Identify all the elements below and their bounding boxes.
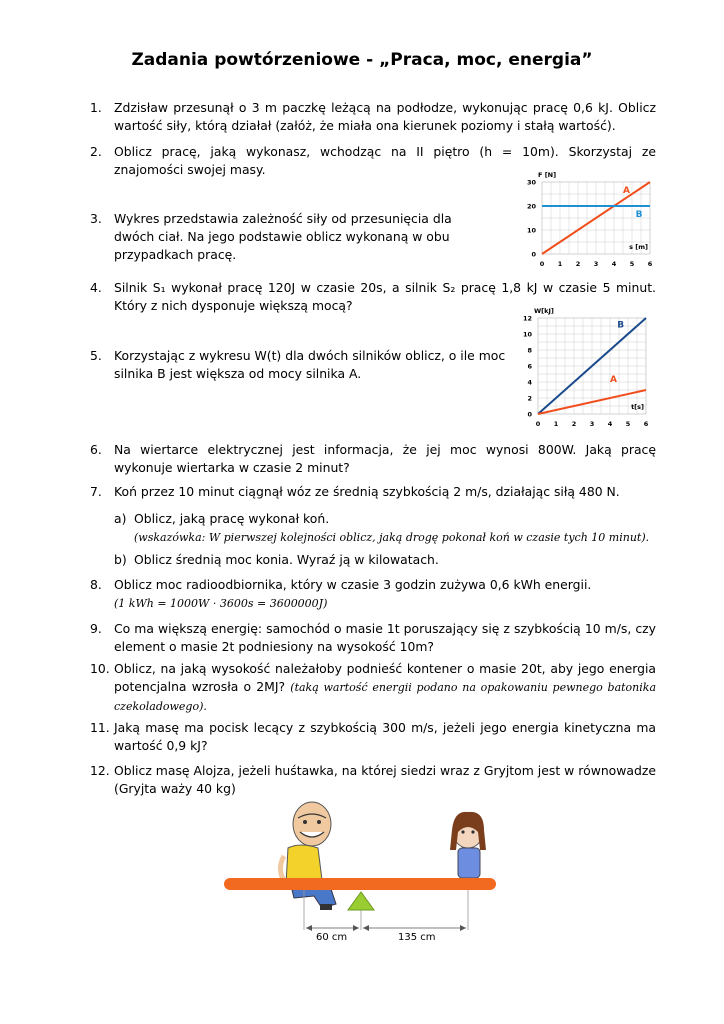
alojz-figure: [280, 802, 336, 910]
task-12: [90, 762, 656, 798]
task-6: [90, 441, 656, 477]
x-tick-label: 0: [535, 420, 541, 428]
x-tick-label: 1: [557, 260, 563, 268]
y-tick-label: 10: [522, 330, 532, 339]
task-text: Oblicz, na jaką wysokość należałoby podnieść kontener o masie 20t, aby jego energia potencjalna wzrosła o 2MJ?: [114, 661, 656, 694]
subtask-letter: a): [114, 511, 127, 526]
y-tick-label: 0: [527, 410, 532, 419]
task-10: [90, 660, 656, 714]
task-number: 5.: [90, 348, 102, 363]
task-3: [90, 210, 500, 262]
y-tick-label: 12: [522, 314, 532, 323]
task-number: 7.: [90, 484, 102, 499]
x-axis-label: t[s]: [631, 403, 644, 411]
task-body: [114, 576, 656, 613]
task-text: Oblicz masę Alojza, jeżeli huśtawka, na której siedzi wraz z Gryjtom jest w równowadze (Gryjta waży 40 kg): [114, 763, 656, 796]
task-number: 11.: [90, 720, 110, 735]
x-tick-label: 5: [625, 420, 631, 428]
task-1: [90, 99, 656, 135]
right-distance-label: 135 cm: [398, 932, 436, 943]
task-hint: (1 kWh = 1000W · 3600s = 3600000J): [114, 597, 328, 610]
task-number: 1.: [90, 100, 102, 115]
y-axis-label: W[kJ]: [534, 307, 554, 315]
x-tick-label: 6: [643, 420, 649, 428]
x-tick-label: 5: [629, 260, 635, 268]
seesaw-beam: [224, 878, 496, 890]
task-number: 10.: [90, 661, 110, 676]
y-tick-label: 6: [527, 362, 532, 371]
x-tick-label: 1: [553, 420, 559, 428]
task-8: [90, 576, 656, 612]
task-5: [90, 347, 520, 383]
x-tick-label: 4: [607, 420, 613, 428]
x-axis-label: s [m]: [629, 243, 648, 251]
subtask-body: [134, 510, 654, 547]
y-tick-label: 20: [526, 202, 536, 211]
task-hint: (taką wartość energii podano na opakowaniu pewnego batonika czekoladowego).: [114, 681, 656, 713]
seesaw-illustration: [200, 800, 520, 950]
x-tick-label: 3: [589, 420, 595, 428]
x-tick-label: 6: [647, 260, 653, 268]
x-tick-label: 4: [611, 260, 617, 268]
y-tick-label: 10: [526, 226, 536, 235]
task-11: [90, 719, 656, 755]
task-text: Korzystając z wykresu W(t) dla dwóch silników oblicz, o ile moc silnika B jest większa od mocy silnika A.: [114, 348, 506, 381]
task-text: Zdzisław przesunął o 3 m paczkę leżącą na podłodze, wykonując pracę 0,6 kJ. Oblicz wartość siły, którą działał (załóż, że miała ona kierunek poziomy i stałą wartość).: [114, 100, 656, 133]
left-distance-label: 60 cm: [316, 932, 348, 943]
task-number: 9.: [90, 621, 102, 636]
task-body: [114, 660, 656, 716]
task-number: 12.: [90, 763, 110, 778]
gryjta-figure: [450, 812, 486, 888]
subtask-text: Oblicz, jaką pracę wykonał koń.: [134, 511, 330, 526]
y-axis-label: F [N]: [538, 172, 557, 179]
task-text: Silnik S₁ wykonał pracę 120J w czasie 20s, a silnik S₂ pracę 1,8 kJ w czasie 5 minut. Który z nich dysponuje większą mocą?: [114, 280, 656, 313]
task-number: 8.: [90, 577, 102, 592]
task-number: 2.: [90, 144, 102, 159]
subtask-hint: (wskazówka: W pierwszej kolejności oblicz, jaką drogę pokonał koń w czasie tych 10 minut).: [134, 531, 650, 544]
task-text: Wykres przedstawia zależność siły od przesunięcia dla dwóch ciał. Na jego podstawie oblicz wykonaną w obu przypadkach pracę.: [114, 211, 452, 262]
task-text: Koń przez 10 minut ciągnął wóz ze średnią szybkością 2 m/s, działając siłą 480 N.: [114, 484, 620, 499]
task-text: Co ma większą energię: samochód o masie 1t poruszający się z szybkością 10 m/s, czy element o masie 2t podniesiony na wysokość 10m?: [114, 621, 656, 654]
subtask-letter: b): [114, 552, 127, 567]
task-7: [90, 483, 656, 501]
x-tick-label: 2: [575, 260, 581, 268]
task-number: 6.: [90, 442, 102, 457]
task-number: 4.: [90, 280, 102, 295]
x-tick-label: 3: [593, 260, 599, 268]
y-tick-label: 8: [527, 346, 532, 355]
series-label-a: A: [623, 185, 630, 196]
task-text: Oblicz moc radioodbiornika, który w czasie 3 godzin zużywa 0,6 kWh energii.: [114, 577, 592, 592]
task-text: Oblicz pracę, jaką wykonasz, wchodząc na II piętro (h = 10m). Skorzystaj ze znajomości swojej masy.: [114, 144, 656, 177]
series-label-a: A: [610, 375, 617, 385]
work-time-chart: [514, 306, 664, 434]
subtask-text: Oblicz średnią moc konia. Wyraź ją w kilowatach.: [134, 552, 439, 567]
force-displacement-chart: [518, 172, 668, 276]
task-9: [90, 620, 656, 656]
y-tick-label: 4: [527, 378, 532, 387]
x-tick-label: 0: [539, 260, 545, 268]
series-label-b: B: [617, 320, 625, 331]
y-tick-label: 30: [526, 178, 536, 187]
page-title: Zadania powtórzeniowe - „Praca, moc, energia”: [131, 50, 593, 70]
task-number: 3.: [90, 211, 102, 226]
task-text: Jaką masę ma pocisk lecący z szybkością 300 m/s, jeżeli jego energia kinetyczna ma wartość 0,9 kJ?: [114, 720, 656, 753]
x-tick-label: 2: [571, 420, 577, 428]
seesaw-pivot: [348, 892, 374, 910]
task-text: Na wiertarce elektrycznej jest informacja, że jej moc wynosi 800W. Jaką pracę wykonuje wiertarka w czasie 2 minut?: [114, 442, 656, 475]
y-tick-label: 0: [531, 250, 536, 259]
series-label-b: B: [635, 209, 643, 220]
y-tick-label: 2: [527, 394, 532, 403]
